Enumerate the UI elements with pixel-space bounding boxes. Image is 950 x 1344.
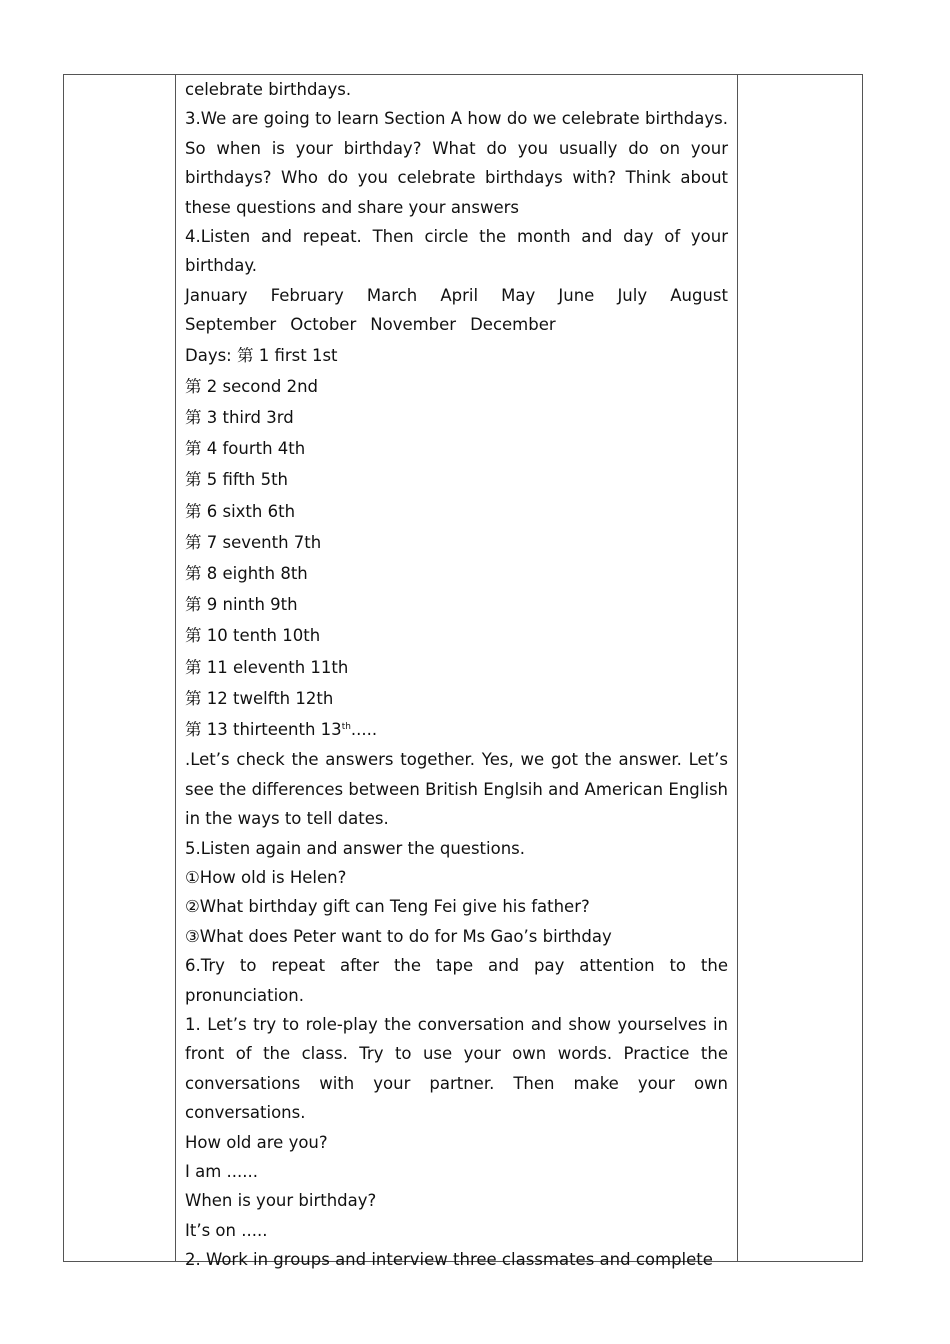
day-line: 第 10 tenth 10th (185, 626, 321, 646)
dialogue-line: It’s on ..... (185, 1220, 268, 1240)
day-line: 第 11 eleventh 11th (185, 657, 349, 677)
ordinal-suffix: th (341, 722, 351, 733)
month: July (617, 285, 648, 305)
month: June (558, 285, 595, 305)
day-line: Days: 第 1 first 1st (185, 345, 338, 365)
day-line: 第 6 sixth 6th (185, 501, 296, 521)
column-divider (175, 75, 176, 1261)
lesson-table (63, 74, 863, 1270)
dialogue-line: I am ...... (185, 1161, 259, 1181)
month: February (270, 285, 344, 305)
text-line: celebrate birthdays. (185, 80, 352, 99)
month: December (470, 315, 556, 335)
day-line-13 (185, 714, 728, 745)
day-line: 第 8 eighth 8th (185, 564, 308, 584)
activity-cell (185, 75, 728, 1275)
month: April (440, 285, 479, 305)
month: October (290, 315, 357, 335)
paragraph-role-play: 1. Let’s try to role-play the conversation and show yourselves in front of the class. Try to use your own words. Practice the conversations with your partner. Then make your own conversations. (185, 1014, 728, 1123)
question-2: ②What birthday gift can Teng Fei give his father? (185, 897, 590, 917)
day-line: 第 7 seventh 7th (185, 532, 322, 552)
paragraph-check-answers: .Let’s check the answers together. Yes, we got the answer. Let’s see the differences between British Englsih and American English in the ways to tell dates. (185, 750, 728, 829)
month: September (185, 315, 277, 335)
month: January (185, 285, 248, 305)
paragraph-step-3: 3.We are going to learn Section A how do we celebrate birthdays. So when is your birthday? What do you usually do on your birthdays? Who do you celebrate birthdays with? Think about these questions and share your answers (185, 109, 728, 217)
paragraph-step-6: 6.Try to repeat after the tape and pay attention to the pronunciation. (185, 956, 728, 1005)
paragraph-step-5: 5.Listen again and answer the questions. (185, 838, 525, 858)
months-list (185, 281, 728, 340)
question-1: ①How old is Helen? (185, 867, 347, 887)
day-line: 第 12 twelfth 12th (185, 688, 334, 708)
day-13-text: 第 13 thirteenth 13 (185, 720, 342, 740)
dialogue-line: How old are you? (185, 1132, 328, 1152)
month: August (670, 285, 728, 305)
month: March (366, 285, 418, 305)
ellipsis: ..... (350, 720, 378, 740)
day-line: 第 5 fifth 5th (185, 470, 288, 490)
day-line: 第 9 ninth 9th (185, 595, 298, 615)
day-line: 第 3 third 3rd (185, 408, 294, 428)
day-line: 第 2 second 2nd (185, 376, 319, 396)
month: November (370, 315, 457, 335)
question-3: ③What does Peter want to do for Ms Gao’s birthday (185, 926, 612, 946)
day-line: 第 4 fourth 4th (185, 439, 306, 459)
dialogue-line: When is your birthday? (185, 1191, 377, 1211)
paragraph-group-work: 2. Work in groups and interview three classmates and complete (185, 1250, 713, 1270)
month: May (501, 285, 536, 305)
paragraph-step-4: 4.Listen and repeat. Then circle the month and day of your birthday. (185, 227, 728, 276)
column-divider (737, 75, 738, 1261)
